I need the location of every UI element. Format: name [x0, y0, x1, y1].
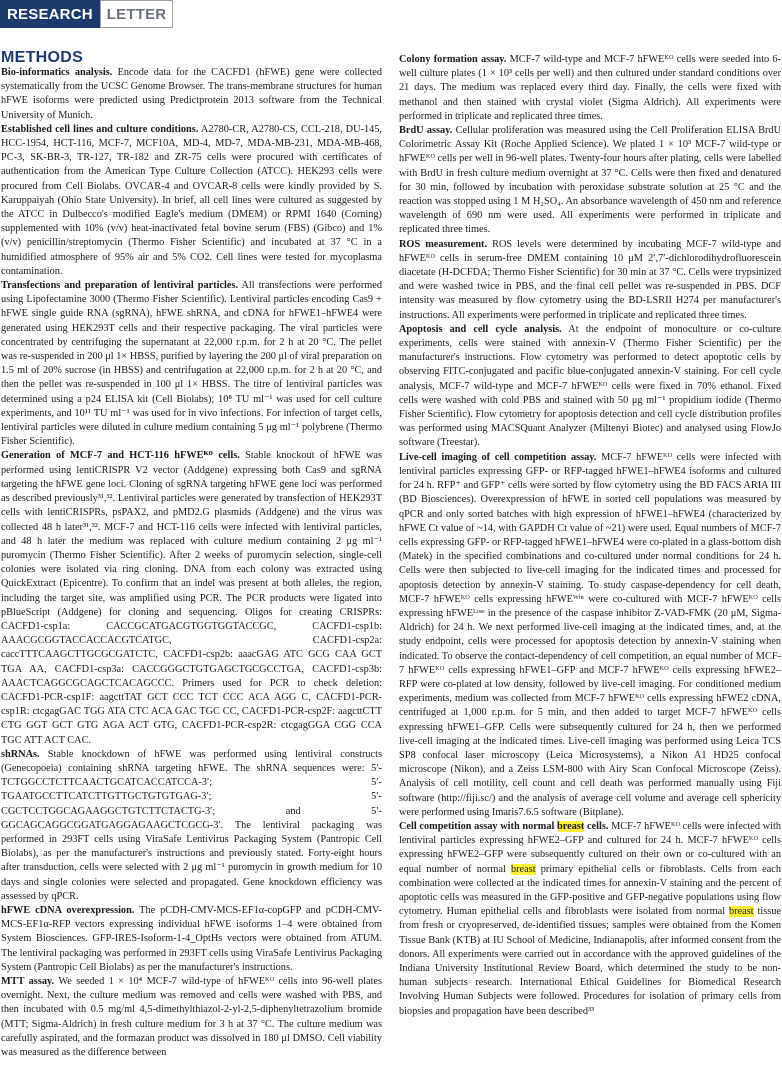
paragraph: ROS measurement. ROS levels were determined by incubating MCF-7 wild-type and hFWEᴷᴼ cells in serum-free DMEM containing 10 μM 2′,7′-dichlorodihydrofluorescein diacetate (H-DCFDA; Thermo Fisher Scientific) for 30 min at 37 °C. Cells were trypsinized and were washed twice in PBS, and the final cell pellet was re-suspended in PBS. DCF intensity was measured by flow cytometry using the BD-LSRII H274 per manufacturer's instructions. All experiments were performed in triplicate and replicated three times. — [399, 238, 781, 321]
right-column — [399, 53, 781, 1019]
paragraph: Bio-informatics analysis. Encode data for the CACFD1 (hFWE) gene were collected systematically from the UCSC Genome Browser. The trans-membrane structures for human hFWE isoforms were predicted using Predictprotein 2013 software from the Technical University of Munich. — [1, 67, 382, 121]
paragraph: Live-cell imaging of cell competition assay. MCF-7 hFWEᴷᴼ cells were infected with lentiviral particles expressing GFP- or RFP-tagged hFWE1–hFWE4 isoforms and cultured for 24 h. RFP⁺ and GFP⁺ cells were sorted by flow cytometry using the BD FACS ARIA III (BD Biosciences). Overexpression of hFWE in sorted cell populations was measured by qPCR and only sorted batches with high expression of hFWE1–hFWE4 (characterized by hFWE Ct value of ~14, with GAPDH Ct value of ~21) were used. Equal numbers of MCF-7 cells expressing GFP- or RFP-tagged hFWE1–hFWE4 were co-plated in a glass-bottom dish (Matek) in the specified combinations and co-cultured under normal conditions for 24 h. Cells were then subjected to live-cell imaging for the indicated times and processed for apoptosis detection by annexin-V staining. To study caspase-dependency for cell death, MCF-7 hFWEᴷᴼ cells expressing hFWEᵂⁱⁿ were co-cultured with MCF-7 hFWEᴷᴼ cells expressing hFWEᴸᵒˢᵉ in the presence of the caspase inhibitor Z-VAD-FMK (20 μM, Sigma-Aldrich) for 24 h. We next performed live-cell imaging at the indicated times, and, at the study endpoint, cells were processed for apoptosis detection by annexin-V staining when indicated. To observe the contact-dependency of cell competition, an equal number of MCF-7 hFWEᴷᴼ cells expressing hFWE1–GFP and MCF-7 hFWEᴷᴼ cells expressing hFWE2–RFP were co-plated at low density, followed by live-cell imaging. For conditioned medium experiments, medium was collected from MCF-7 hFWEᴷᴼ cells expressing hFWE2 cDNA, centrifuged at 1,000 r.p.m. for 5 min, and then added to target MCF-7 hFWEᴷᴼ cells expressing hFWE1–GFP. Cells were subsequently cultured for 24 h, then we performed live-cell imaging at the indicated times. Live-cell imaging was performed using Leica TCS SP8 confocal laser microscopy (Leica Microsystems), a Nikon A1 HD25 confocal microscope (Nikon), and a Zeiss LSM-800 with Airy Scan Confocal Microscope (Zeiss). Analysis of cell motility, cell count and cell death was performed manually using Fiji software (http://fiji.sc/) and the analysis of average cell volume and average cell sphericity were performed using Imaris7.6.5 software (Bitplane). — [399, 451, 781, 818]
paragraph: shRNAs. Stable knockdown of hFWE was performed using lentiviral constructs (Genecopoeia) containing shRNA targeting hFWE. The shRNA sequences were: 5′-TCTGGCCTCTTCAACTGCATCACCATCCA-3′; 5′-TGAATGCCTTCATCTTGTTGCTGTGTGAG-3′; 5′-CGCTCCTGGCAGAAGGCTGTCTTCTACTG-3′; and 5′-GGCAGCAGGCGGATGAGGAGAAGCTCGCG-3′. The lentiviral packaging was performed in 293FT cells using ViraSafe Lentivirus Packaging System (Pantropic Cell Biolabs), as per the manufacturer's instructions and previously stated. Forty-eight hours after transduction, cells were selected with 2 μg ml⁻¹ puromycin in growth medium for 10 days and single colonies were selected and propagated. Gene knockdown efficiency was assessed by qPCR. — [1, 748, 382, 902]
paragraph: MTT assay. We seeded 1 × 10⁴ MCF-7 wild-type of hFWEᴷᴼ cells into 96-well plates overnight. Next, the culture medium was removed and cells were washed with PBS, and then incubated with 0.5 mg/ml 4,5-dimethylthiazol-2-yl-2,5-diphenyltetrazolium bromide (MTT; Sigma-Aldrich) in fresh culture medium for 3 h at 37 °C. The culture medium was carefully aspirated, and the formazan product was dissolved in 180 μl DMSO. Cell viability was measured as the difference between — [1, 976, 383, 1059]
left-column — [1, 66, 382, 1060]
article-type-header — [0, 0, 173, 28]
search-highlight: breast — [729, 906, 754, 918]
letter-tag: LETTER — [100, 0, 174, 28]
research-tag: RESEARCH — [0, 0, 100, 28]
search-highlight: breast — [510, 863, 536, 875]
paragraph: Transfections and preparation of lentiviral particles. All transfections were performed using Lipofectamine 3000 (Thermo Fisher Scientific). Lentiviral particles encoding Cas9 + hFWE single guide RNA (sgRNA), hFWE shRNA, and cDNA for hFWE1–hFWE4 were generated using HEK293T cells and their respective packaging. The viral particles were concentrated by centrifuging the supernatant at 22,000 r.p.m. for 2 h at 20 °C. The pellet was re-suspended in 200 μl 1× HBSS, purified by layering the 200 μl of viral preparation on 1.5 ml of 20% sucrose (in HBSS) and centrifugation at 22,000 r.p.m. for 2 h at 20 °C, and then the pellet was re-suspended in 100 μl 1× HBSS. The titre of lentiviral particles was determined using a p24 ELISA kit (Cell Biolabs); 10⁸ TU ml⁻¹ was used for cell culture experiments, and 10¹¹ TU ml⁻¹ was used for in vivo infections. For infection of target cells, lentiviral particles were diluted in culture medium containing 5 μg ml⁻¹ polybrene (Thermo Fisher Scientific). — [1, 280, 382, 448]
paragraph: Cell competition assay with normal breast cells. MCF-7 hFWEᴷᴼ cells were infected with lentiviral particles expressing hFWE2–GFP and cultured for 24 h. MCF-7 hFWEᴷᴼ cells expressing hFWE2–GFP were subsequently cultured on their own or co-cultured with an equal number of normal breast primary epithelial cells or fibroblasts. Cells from each combination were collected at the indicated times for annexin-V staining and the percent of apoptotic cells was measured in the GFP-positive and GFP-negative populations using flow cytometry. Human epithelial cells and fibroblasts were isolated from normal breast tissue from fresh or cryopreserved, de-identified tissues; samples were obtained from the Komen Tissue Bank (KTB) at IU School of Medicine, Indianapolis, after informed consent from the donors. All experiments were carried out in accordance with the approved guidelines of the Indiana University Institutional Review Board, which determined the study to be non-human subjects research. International Ethical Guidelines for Biomedical Research Involving Human Subjects were followed. Procedures for isolation of primary cells from biopsies and propagation have been described³³ — [399, 820, 781, 1017]
paragraph: BrdU assay. Cellular proliferation was measured using the Cell Proliferation ELISA BrdU Colorimetric Assay Kit (Roche Applied Science). We plated 1 × 10³ MCF-7 wild-type or hFWEᴷᴼ cells per well in 96-well plates. Twenty-four hours after plating, cells were labelled with BrdU in fresh culture medium overnight at 37 °C. Cells were then fixed and denatured for 30 min, followed by incubation with peroxidase substrate solution at 25 °C and the reaction was stopped using 1 M H₂SO₄. An absorbance wavelength of 450 nm and reference wavelength of 690 nm were used. All experiments were performed in triplicate and replicated three times. — [399, 125, 782, 236]
paragraph: Apoptosis and cell cycle analysis. At the endpoint of monoculture or co-culture experiments, cells were stained with annexin-V (Thermo Fisher Scientific) per the manufacturer's instructions. Flow cytometry was performed to detect apoptotic cells by observing FITC-conjugated and pacific blue-conjugated annexin-V staining. For cell cycle analysis, MCF-7 wild-type and MCF-7 hFWEᴷᴼ cells were fixed in 70% ethanol. Fixed cells were washed with cold PBS and stained with 50 μg ml⁻¹ propidium iodide (Thermo Fisher Scientific). Flow cytometry for apoptosis detection and cell cycle distribution profiles was performed using MACSQuant Analyzer (Miltenyi Biotec) and analysed using FlowJo software (Treestar). — [399, 323, 782, 449]
search-highlight: breast — [557, 820, 585, 832]
paragraph: Established cell lines and culture conditions. A2780-CR, A2780-CS, CCL-218, DU-145, HCC-1954, HCT-116, MCF-7, MCF10A, MD-4, MD-7, MDA-MB-231, MDA-MB-468, PC-3, SK-BR-3, TR-127, TR-182 and ZR-75 cells were procured with certificates of authentication from the American Type Culture Collection (ATCC). HEK293 cells were procured from Cell Biolabs. OVCAR-4 and OVCAR-8 cells were kindly provided by S. Karuppaiyah (Ohio State University). In brief, all cell lines were cultured as suggested by the ATCC in Dulbecco's modified Eagle's medium (DMEM) or RPMI 1640 (Corning) supplemented with 10% (v/v) heat-inactivated fetal bovine serum (FBS) (Gibco) and 1% (v/v) penicillin/streptomycin (Thermo Fisher Scientific) and incubated at 37 °C in a humidified atmosphere of 95% air and 5% CO2. Cell lines were tested for mycoplasma contamination. — [1, 123, 383, 277]
paragraph: hFWE cDNA overexpression. The pCDH-CMV-MCS-EF1α-copGFP and pCDH-CMV-MCS-EF1α-RFP vectors expressing individual hFWE isoforms 1–4 were obtained from System Biosciences. GFP-IRES-Isoform-1-4_OptHs vectors were obtained from ATUM. The lentiviral packaging was performed in 293FT cells using ViraSafe Lentivirus Packaging System (Pantropic Cell Biolabs) as per the manufacturer's instructions. — [1, 904, 382, 973]
paragraph: Generation of MCF-7 and HCT-116 hFWEᴷᴼ cells. Stable knockout of hFWE was performed using lentiCRISPR V2 vector (Addgene) expressing both Cas9 and sgRNA targeting the hFWE gene loci. Cloning of sgRNA targeting hFWE gene loci was performed as described previously³¹,³². Lentiviral particles were generated by transfection of HEK293T cells with lentiCRISPRs, psPAX2, and pMD2.G plasmids (Addgene) and the virus was collected 48 h later³¹,³². MCF-7 and HCT-116 cells were infected with lentiviral particles, and 48 h later the medium was replaced with culture medium containing 2 μg ml⁻¹ puromycin (Thermo Fisher Scientific). After 2 weeks of puromycin selection, single-cell colonies were isolated via ring cloning. DNA from each colony was extracted using QuickExtract (Epicentre). To confirm that an indel was present at both alleles, the region, including the target site, was amplified using PCR. The PCR products were ligated into pBlueScript (Addgene) for cloning and sequencing. Oligos for creating CRISPRs: CACFD1-csp1a: CACCGCATGACGTGGTGGTACCGC, CACFD1-csp1b: AAACGCGGTACCACCACGTCATGC, CACFD1-csp2a: caccTTTCAAGCTTGCGCGATCTC, CACFD1-csp2b: aaacGAG ATC GCG CAA GCT TGA AA, CACFD1-csp3a: CACCGGGCTGTGAGCTGCGCCTGA, CACFD1-csp3b: AAACTCAGGCGCAGCTCACAGCCC. Primers used for PCR to check deletion: CACFD1-PCR-csp1F: aagcttTAT GCT CCC TCT CCC ACA AGG C, CACFD1-PCR-csp1R: ctcgagGAC TGG ATA CTC ACA GAC TGC CC, CACFD1-PCR-csp2F: aagcttCTT CTG GGT GCT GTG AGA ACT GTG, CACFD1-PCR-csp2R: ctcgagGGA CGG CCA TGC ATT ACT CAC. — [1, 450, 383, 746]
section-title: METHODS — [1, 49, 84, 66]
paragraph: Colony formation assay. MCF-7 wild-type and MCF-7 hFWEᴷᴼ cells were seeded into 6-well culture plates (1 × 10³ cells per well) and then cultured under standard conditions over 21 days. The medium was replaced every third day. Finally, the cells were fixed with methanol and then stained with crystal violet (Sigma Aldrich). All experiments were performed in triplicate and replicated three times. — [399, 54, 781, 122]
